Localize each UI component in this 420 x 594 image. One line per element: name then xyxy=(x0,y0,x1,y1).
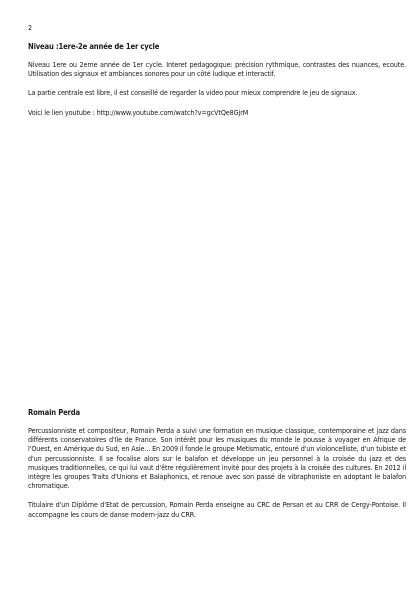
author-paragraph-2: Titulaire d'un Diplôme d'Etat de percussion, Romain Perda enseigne au CRC de Persan et au CRR de Cergy-Pontoise. Il accompagne les cours de danse modern-jazz du CRR. xyxy=(28,500,406,519)
level-paragraph-1: Niveau 1ere ou 2eme année de 1er cycle. Interet pedagogique: précision rythmique, contrastes des nuances, ecoute. Utilisation des signaux et ambiances sonores pour un côté ludique et interactif. xyxy=(28,60,406,79)
author-section xyxy=(28,408,406,529)
author-paragraph-1: Percussionniste et compositeur, Romain Perda a suivi une formation en musique classique, contemporaine et jazz dans différents conservatoires d'Ile de France. Son intérêt pour les musiques du monde le pousse à voyager en Afrique de l'Ouest, en Amérique du Sud, en Asie... En 2009 il fonde le groupe Metismatic, entouré d'un violoncelliste, d'un tubiste et d'un percussionniste. Il se focalise alors sur le balafon et développe un jeu personnel à la croisée du jazz et des musiques traditionnelles, ce qui lui vaut d'être régulièrement invité pour des projets à la croisée des cultures. En 2012 il intègre les groupes Traits d'Unions et Balaphonics, et renoue avec son passé de vibraphoniste en adoptant le balafon chromatique. xyxy=(28,426,406,491)
author-heading: Romain Perda xyxy=(28,408,80,417)
page-number: 2 xyxy=(28,24,33,32)
youtube-link-line[interactable]: Voici le lien youtube : http://www.youtube.com/watch?v=gcVtQe8GjrM xyxy=(28,107,249,117)
level-heading: Niveau :1ere-2e année de 1er cycle xyxy=(28,42,160,51)
level-section xyxy=(28,42,406,117)
level-paragraph-2: La partie centrale est libre, il est conseillé de regarder la video pour mieux comprendre le jeu de signaux. xyxy=(28,88,358,98)
